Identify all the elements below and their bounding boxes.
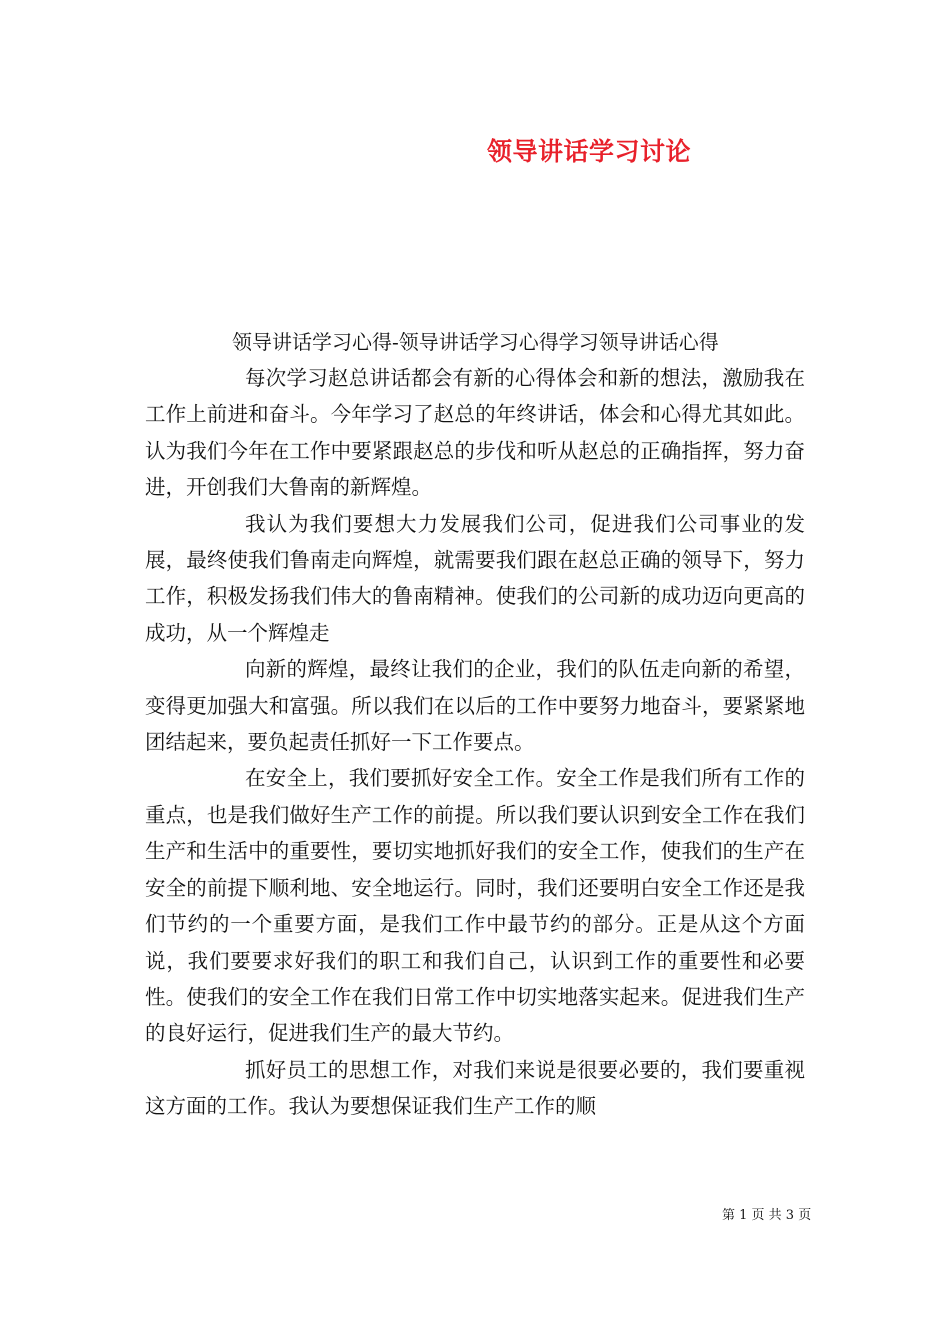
body-paragraph: 抓好员工的思想工作，对我们来说是很要必要的，我们要重视这方面的工作。我认为要想保证我们生产工作的顺 — [145, 1057, 805, 1119]
page-number-footer: 第 1 页 共 3 页 — [722, 1208, 812, 1223]
document-body — [145, 360, 805, 1125]
document-subtitle: 领导讲话学习心得-领导讲话学习心得学习领导讲话心得 — [232, 330, 719, 354]
body-paragraph: 每次学习赵总讲话都会有新的心得体会和新的想法，激励我在工作上前进和奋斗。今年学习了赵总的年终讲话，体会和心得尤其如此。认为我们今年在工作中要紧跟赵总的步伐和听从赵总的正确指挥，努力奋进，开创我们大鲁南的新辉煌。 — [145, 366, 805, 500]
document-title: 领导讲话学习讨论 — [487, 137, 692, 166]
body-paragraph: 我认为我们要想大力发展我们公司，促进我们公司事业的发展，最终使我们鲁南走向辉煌，就需要我们跟在赵总正确的领导下，努力工作，积极发扬我们伟大的鲁南精神。使我们的公司新的成功迈向更高的成功，从一个辉煌走 — [145, 511, 805, 645]
body-paragraph: 向新的辉煌，最终让我们的企业，我们的队伍走向新的希望，变得更加强大和富强。所以我们在以后的工作中要努力地奋斗，要紧紧地团结起来，要负起责任抓好一下工作要点。 — [145, 657, 805, 755]
body-paragraph: 在安全上，我们要抓好安全工作。安全工作是我们所有工作的重点，也是我们做好生产工作的前提。所以我们要认识到安全工作在我们生产和生活中的重要性，要切实地抓好我们的安全工作，使我们的生产在安全的前提下顺利地、安全地运行。同时，我们还要明白安全工作还是我们节约的一个重要方面，是我们工作中最节约的部分。正是从这个方面说，我们要要求好我们的职工和我们自己，认识到工作的重要性和必要性。使我们的安全工作在我们日常工作中切实地落实起来。促进我们生产的良好运行，促进我们生产的最大节约。 — [145, 766, 805, 1046]
